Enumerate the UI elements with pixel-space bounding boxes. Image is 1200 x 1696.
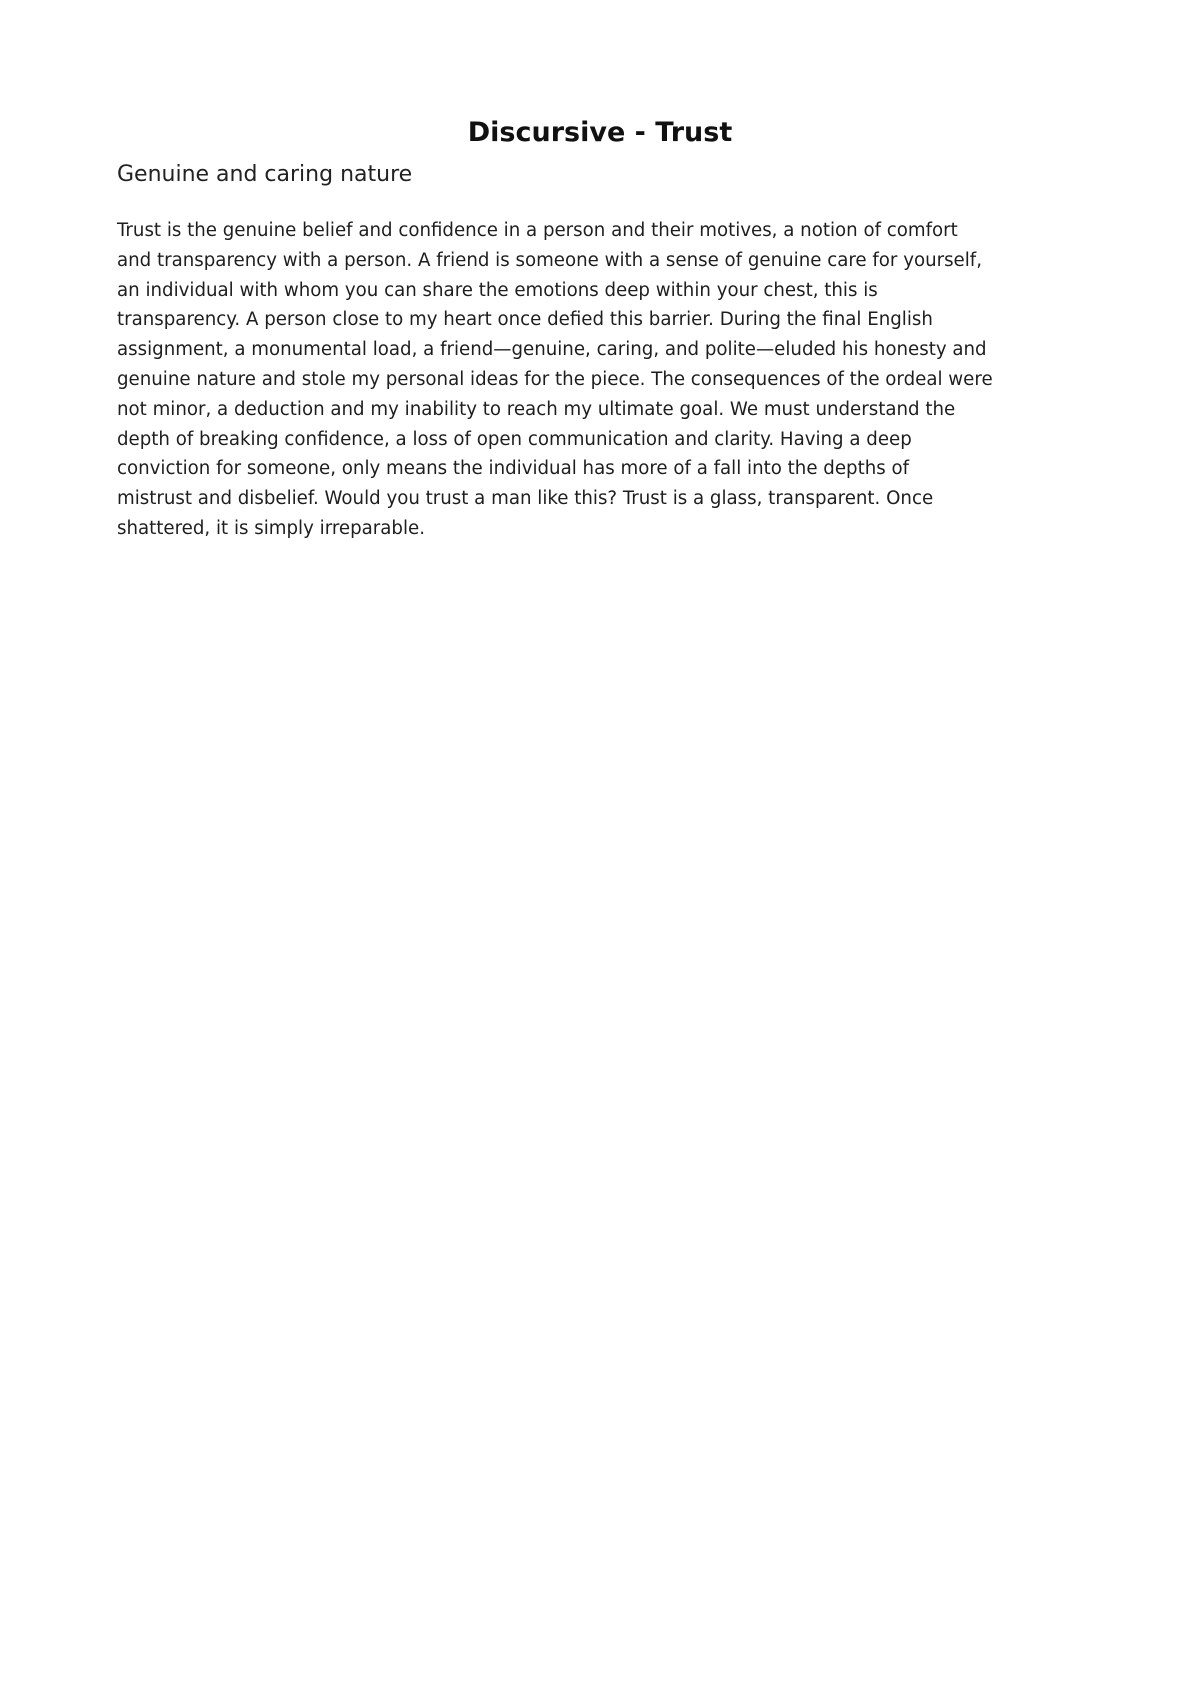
body-line: conviction for someone, only means the individual has more of a fall into the depths of: [117, 458, 910, 480]
body-line: not minor, a deduction and my inability to reach my ultimate goal. We must understand the: [117, 398, 956, 420]
body-line: shattered, it is simply irreparable.: [117, 517, 425, 539]
body-line: Trust is the genuine belief and confidence in a person and their motives, a notion of comfort: [117, 220, 958, 241]
body-paragraph: [117, 216, 1082, 544]
body-line: genuine nature and stole my personal ideas for the piece. The consequences of the ordeal were: [117, 368, 993, 390]
body-line: assignment, a monumental load, a friend—genuine, caring, and polite—eluded his honesty and: [117, 339, 987, 361]
body-line: depth of breaking confidence, a loss of open communication and clarity. Having a deep: [117, 428, 912, 450]
body-line: transparency. A person close to my heart once defied this barrier. During the final English: [117, 309, 933, 331]
body-line: and transparency with a person. A friend is someone with a sense of genuine care for yourself,: [117, 249, 982, 271]
body-line: mistrust and disbelief. Would you trust a man like this? Trust is a glass, transparent. Once: [117, 488, 934, 510]
document-subtitle: Genuine and caring nature: [117, 162, 413, 187]
body-line: an individual with whom you can share the emotions deep within your chest, this is: [117, 279, 878, 301]
document-title: Discursive - Trust: [467, 117, 733, 148]
